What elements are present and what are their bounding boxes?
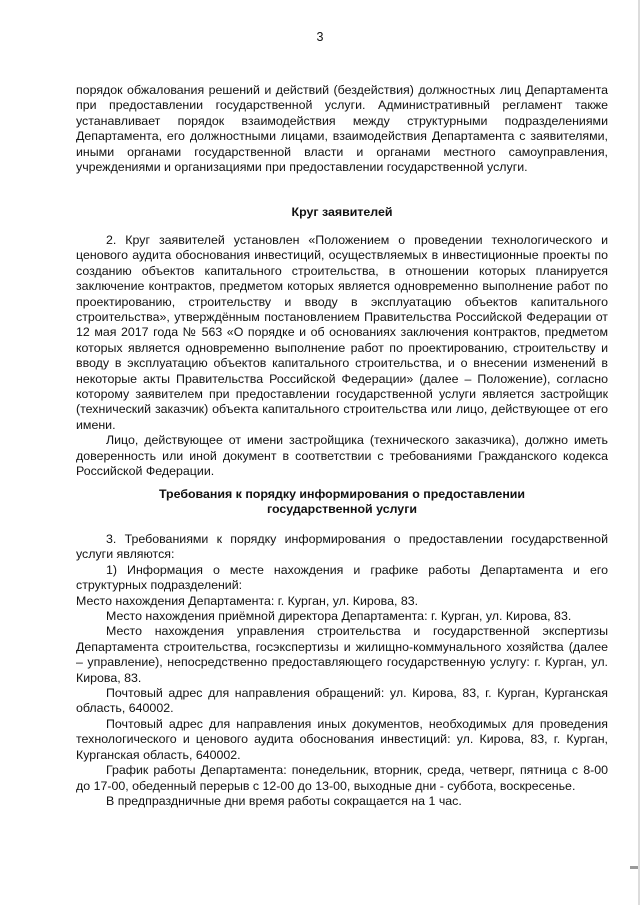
section-heading-informing-line2: государственной услуги (267, 502, 417, 517)
paragraph-location-reception: Место нахождения приёмной директора Департамента: г. Курган, ул. Кирова, 83. (106, 609, 572, 624)
intro-paragraph: порядок обжалования решений и действий (бездействия) должностных лиц Департамента при предоставлении государственной услуги. Административный регламент также устанавливает порядок взаимодействия между структурными подразделениями Департамента, его должностными лицами, взаимодействия Департамента с заявителями, иными органами государственной власти и органами местного самоуправления, учреждениями и организациями при предоставлении государственной услуги. (76, 83, 608, 175)
paragraph-postal-address: Почтовый адрес для направления обращений: ул. Кирова, 83, г. Курган, Курганская область, 640002. (76, 686, 608, 716)
scan-artifact (630, 866, 638, 869)
section-applicants (76, 205, 608, 220)
section-heading-applicants: Круг заявителей (291, 205, 393, 219)
paragraph-3-1: 1) Информация о месте нахождения и графике работы Департамента и его структурных подразделений: (76, 562, 608, 593)
applicants-block (76, 233, 608, 480)
section-heading-informing-line1: Требования к порядку информирования о предоставлении (158, 487, 526, 501)
paragraph-preholiday: В предпраздничные дни время работы сокращается на 1 час. (106, 793, 462, 808)
section-informing (76, 487, 608, 518)
paragraph-location-department: Место нахождения Департамента: г. Курган, ул. Кирова, 83. (76, 593, 419, 608)
paragraph-postal-documents: Почтовый адрес для направления иных документов, необходимых для проведения технологического и ценового аудита обоснования инвестиций: ул. Кирова, 83, г. Курган, Курганская область, 640002. (76, 716, 608, 762)
intro-block (76, 83, 608, 175)
paragraph-2: 2. Круг заявителей установлен «Положением о проведении технологического и ценового аудита обоснования инвестиций, осуществляемых в инвестиционные проекты по созданию объектов капитального строительства, в отношении которых планируется заключение контрактов, предметом которых является одновременно выполнение работ по проектированию, строительству и вводу в эксплуатацию объектов капитального строительства», утверждённым постановлением Правительства Российской Федерации от 12 мая 2017 года № 563 «О порядке и об основаниях заключения контрактов, предметом которых является одновременно выполнение работ по проектированию, строительству и вводу в эксплуатацию объектов капитального строительства, и о внесении изменений в некоторые акты Правительства Российской Федерации» (далее – Положение), согласно которому заявителем при предоставлении государственной услуги является застройщик (технический заказчик) объекта капитального строительства или лицо, действующее от его имени. (76, 233, 608, 432)
paragraph-representative: Лицо, действующее от имени застройщика (технического заказчика), должно иметь доверенность или иной документ в соответствии с требованиями Гражданского кодекса Российской Федерации. (76, 433, 608, 479)
paragraph-3: 3. Требованиями к порядку информирования о предоставлении государственной услуги являются: (76, 532, 608, 562)
paragraph-location-management: Место нахождения управления строительства и государственной экспертизы Департамента строительства, госэкспертизы и жилищно-коммунального хозяйства (далее – управление), непосредственно предоставляющего государственную услугу: г. Курган, ул. Кирова, 83. (76, 624, 608, 685)
informing-block (76, 532, 608, 809)
paragraph-schedule: График работы Департамента: понедельник, вторник, среда, четверг, пятница с 8-00 до 17-00, обеденный перерыв с 12-00 до 13-00, выходные дни - суббота, воскресенье. (76, 763, 608, 793)
page-number: 3 (316, 30, 324, 44)
